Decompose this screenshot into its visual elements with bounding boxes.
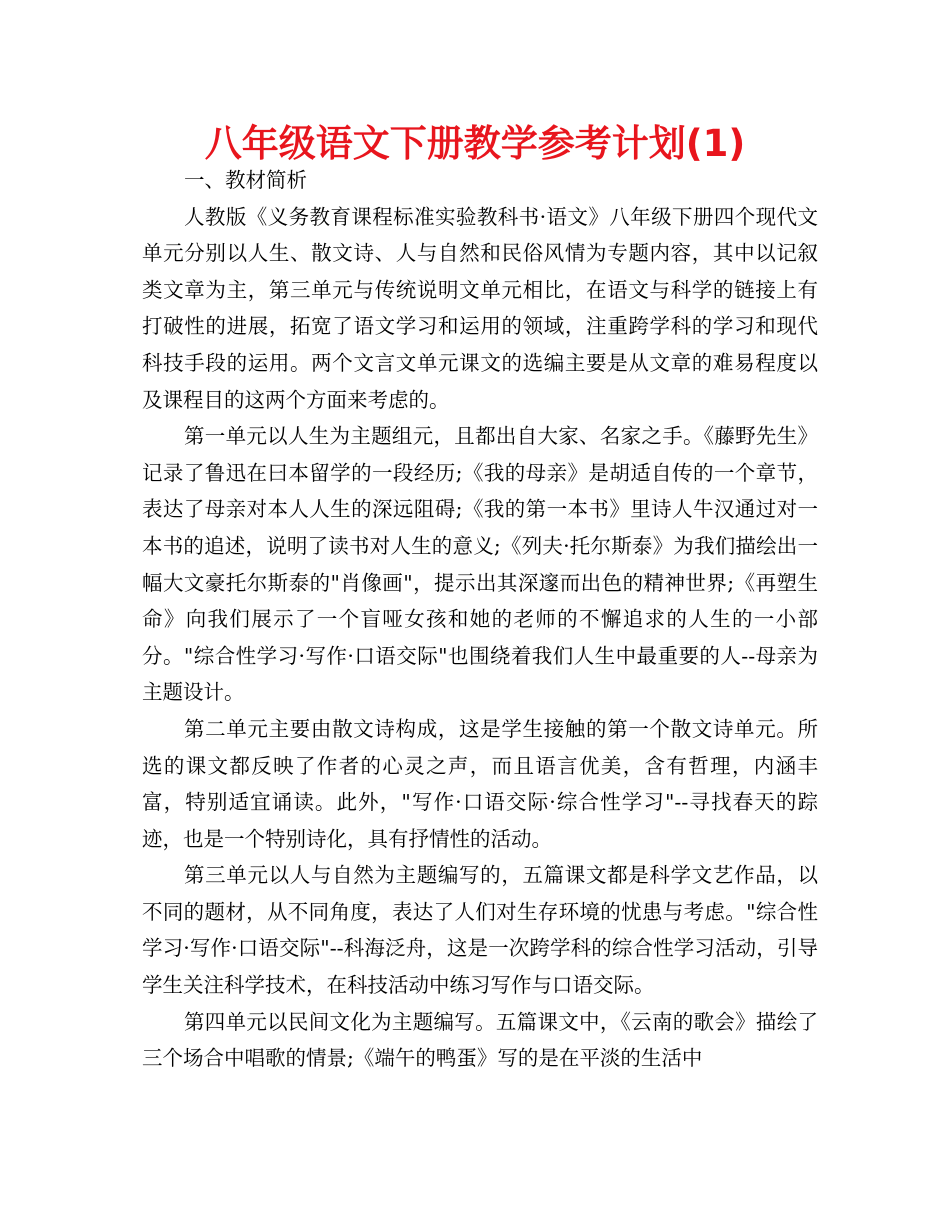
- paragraph-intro: 人教版《义务教育课程标准实验教科书·语文》八年级下册四个现代文单元分别以人生、散文诗、人与自然和民俗风情为专题内容，其中以记叙类文章为主，第三单元与传统说明文单元相比，在语文与科学的链接上有打破性的进展，拓宽了语文学习和运用的领域，注重跨学科的学习和现代科技手段的运用。两个文言文单元课文的选编主要是从文章的难易程度以及课程目的这两个方面来考虑的。: [142, 204, 818, 412]
- paragraph-unit-2: 第二单元主要由散文诗构成，这是学生接触的第一个散文诗单元。所选的课文都反映了作者的心灵之声，而且语言优美，含有哲理，内涵丰富，特别适宜诵读。此外，"写作·口语交际·综合性学习"--寻找春天的踪迹，也是一个特别诗化，具有抒情性的活动。: [142, 716, 818, 851]
- document-body: [142, 162, 818, 1077]
- paragraph-unit-1: 第一单元以人生为主题组元，且都出自大家、名家之手。《藤野先生》记录了鲁迅在曰本留学的一段经历;《我的母亲》是胡适自传的一个章节，表达了母亲对本人人生的深远阻碍;《我的第一本书》里诗人牛汉通过对一本书的追述，说明了读书对人生的意义;《列夫·托尔斯泰》为我们描绘出一幅大文豪托尔斯泰的"肖像画"，提示出其深邃而出色的精神世界;《再塑生命》向我们展示了一个盲哑女孩和她的老师的不懈追求的人生的一小部分。"综合性学习·写作·口语交际"也围绕着我们人生中最重要的人--母亲为主题设计。: [142, 424, 818, 705]
- section-heading: 一、教材简析: [184, 168, 307, 192]
- paragraph-unit-4: 第四单元以民间文化为主题编写。五篇课文中，《云南的歌会》描绘了三个场合中唱歌的情景;《端午的鸭蛋》写的是在平淡的生活中: [142, 1009, 818, 1071]
- document-title: 八年级语文下册教学参考计划(1): [204, 122, 746, 165]
- paragraph-unit-3: 第三单元以人与自然为主题编写的，五篇课文都是科学文艺作品，以不同的题材，从不同角度，表达了人们对生存环境的忧患与考虑。"综合性学习·写作·口语交际"--科海泛舟，这是一次跨学科的综合性学习活动，引导学生关注科学技术，在科技活动中练习写作与口语交际。: [142, 863, 818, 998]
